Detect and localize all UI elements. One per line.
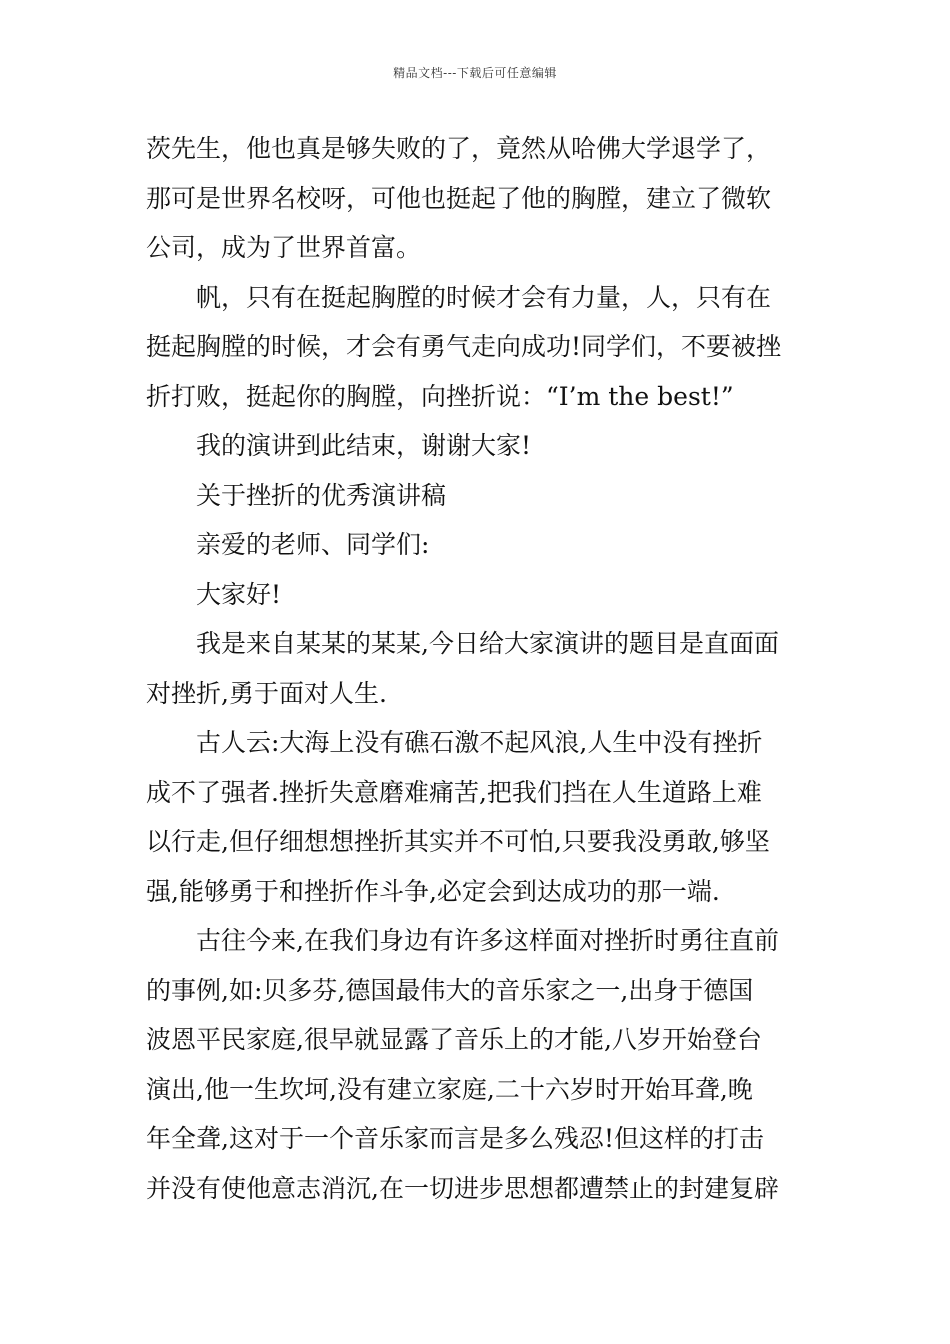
page-header: 精品文档---下载后可任意编辑 [393, 66, 557, 80]
text-line: 成不了强者.挫折失意磨难痛苦,把我们挡在人生道路上难 [146, 777, 762, 807]
text-line: 波恩平民家庭,很早就显露了音乐上的才能,八岁开始登台 [146, 1025, 762, 1054]
document-body [146, 124, 810, 1213]
text-line: 演出,他一生坎坷,没有建立家庭,二十六岁时开始耳聋,晚 [146, 1074, 753, 1104]
text-line: 并没有使他意志消沉,在一切进步思想都遭禁止的封建复辟 [146, 1173, 779, 1203]
text-line: 古人云:大海上没有礁石激不起风浪,人生中没有挫折 [196, 728, 763, 757]
text-line: 那可是世界名校呀，可他也挺起了他的胸膛，建立了微软 [146, 183, 772, 213]
text-line: 强,能够勇于和挫折作斗争,必定会到达成功的那一端. [146, 876, 720, 906]
text-line: 大家好! [196, 579, 282, 609]
text-line: 茨先生，他也真是够失败的了，竟然从哈佛大学退学了， [146, 134, 772, 163]
text-line: 我是来自某某的某某,今日给大家演讲的题目是直面面 [196, 629, 779, 658]
text-line: 帆，只有在挺起胸膛的时候才会有力量，人，只有在 [196, 282, 772, 312]
text-line: 关于挫折的优秀演讲稿 [196, 480, 447, 510]
text-line: 挺起胸膛的时候，才会有勇气走向成功!同学们，不要被挫 [146, 332, 782, 361]
text-line: 亲爱的老师、同学们: [196, 530, 430, 559]
text-line: 对挫折,勇于面对人生. [146, 678, 387, 708]
text-line: 公司，成为了世界首富。 [146, 233, 422, 262]
text-line: 的事例,如:贝多芬,德国最伟大的音乐家之一,出身于德国 [146, 975, 754, 1005]
text-line: 我的演讲到此结束，谢谢大家! [196, 431, 532, 460]
text-line: 年全聋,这对于一个音乐家而言是多么残忍!但这样的打击 [146, 1124, 764, 1153]
text-line: 古往今来,在我们身边有许多这样面对挫折时勇往直前 [196, 926, 779, 955]
text-line: 折打败，挺起你的胸膛，向挫折说：“I’m the best!” [146, 381, 734, 411]
text-line: 以行走,但仔细想想挫折其实并不可怕,只要我没勇敢,够坚 [146, 827, 770, 856]
